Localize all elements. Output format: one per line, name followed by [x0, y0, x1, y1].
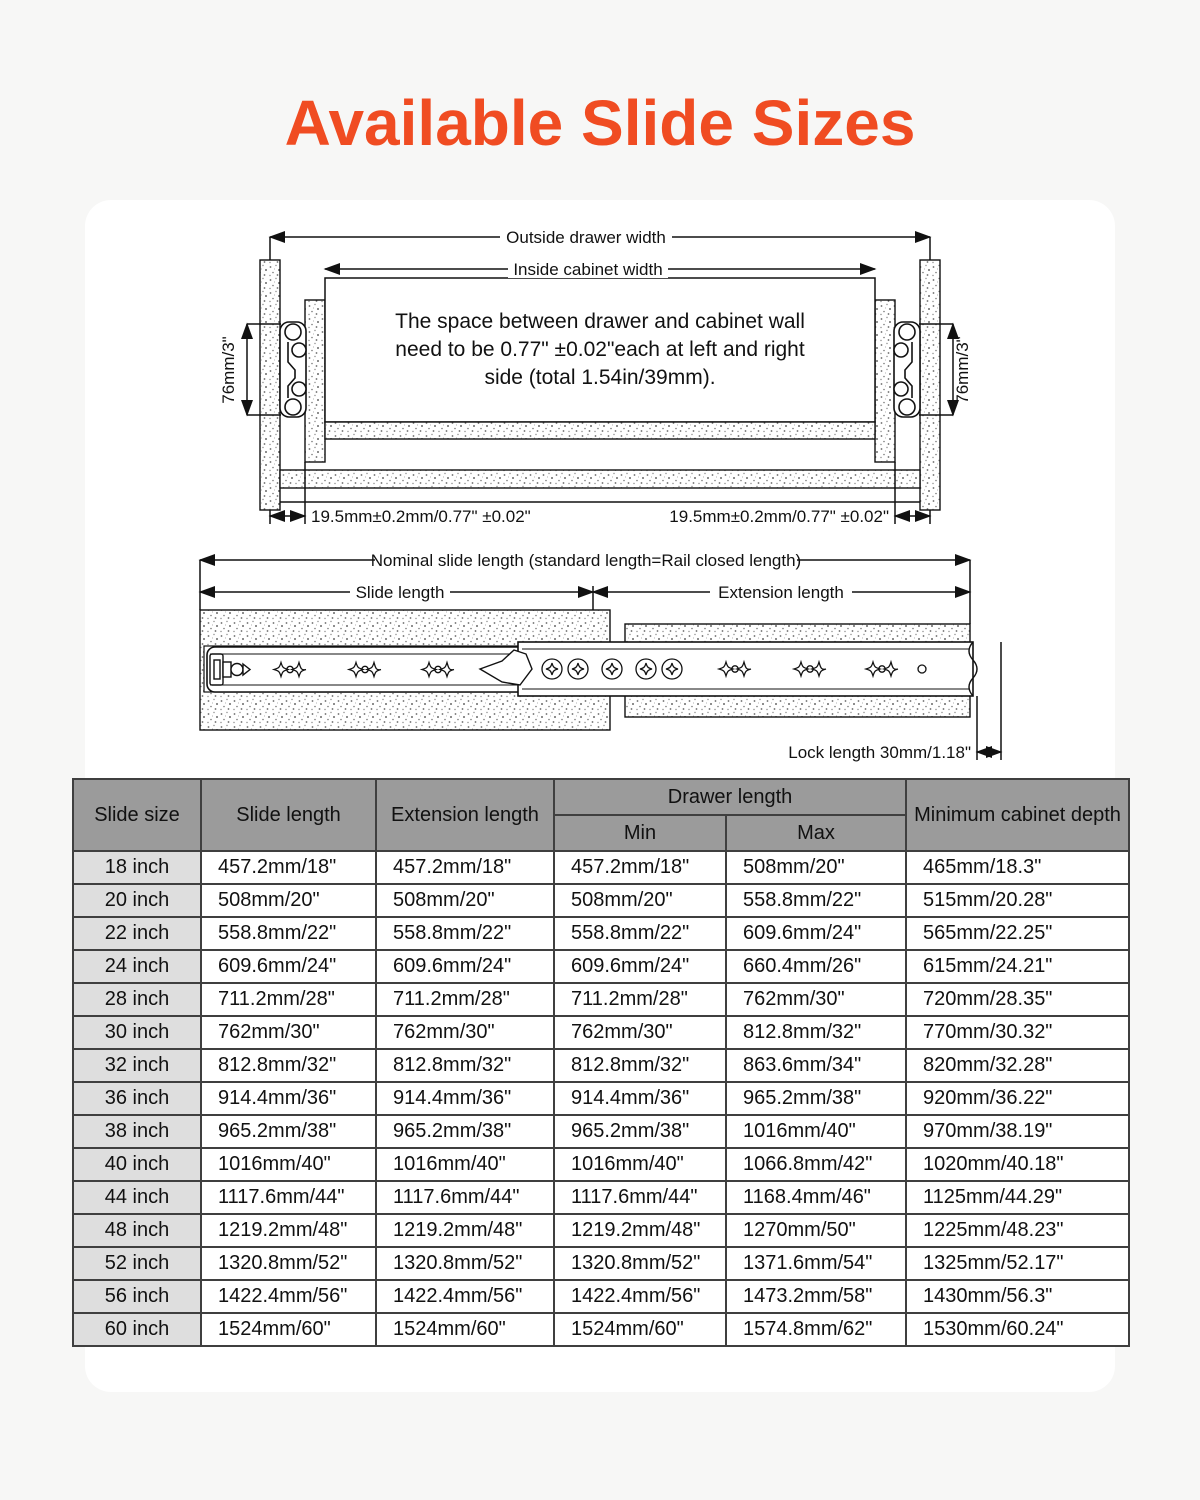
value-cell: 1016mm/40" [726, 1115, 906, 1148]
value-cell: 965.2mm/38" [554, 1115, 726, 1148]
value-cell: 465mm/18.3" [906, 851, 1129, 884]
table-row [73, 1115, 1129, 1148]
gap-label-right: 19.5mm±0.2mm/0.77" ±0.02" [669, 507, 889, 526]
value-cell: 914.4mm/36" [201, 1082, 376, 1115]
value-cell: 914.4mm/36" [554, 1082, 726, 1115]
table-row [73, 1016, 1129, 1049]
value-cell: 615mm/24.21" [906, 950, 1129, 983]
value-cell: 1320.8mm/52" [201, 1247, 376, 1280]
header-drawer-max: Max [726, 815, 906, 851]
slide-length-diagram [180, 542, 1025, 775]
value-cell: 812.8mm/32" [376, 1049, 554, 1082]
table-header [73, 779, 1129, 851]
slide-size-cell: 38 inch [73, 1115, 201, 1148]
value-cell: 1117.6mm/44" [554, 1181, 726, 1214]
table-row [73, 1082, 1129, 1115]
value-cell: 508mm/20" [201, 884, 376, 917]
inside-cabinet-width-label: Inside cabinet width [513, 260, 663, 279]
value-cell: 711.2mm/28" [201, 983, 376, 1016]
value-cell: 1016mm/40" [201, 1148, 376, 1181]
value-cell: 1066.8mm/42" [726, 1148, 906, 1181]
slide-size-cell: 44 inch [73, 1181, 201, 1214]
value-cell: 1117.6mm/44" [201, 1181, 376, 1214]
header-extension-length: Extension length [376, 779, 554, 851]
value-cell: 1219.2mm/48" [201, 1214, 376, 1247]
lock-length-dimension [977, 642, 1001, 760]
value-cell: 1530mm/60.24" [906, 1313, 1129, 1346]
value-cell: 515mm/20.28" [906, 884, 1129, 917]
table-row [73, 1214, 1129, 1247]
cabinet-wall-right [920, 260, 940, 510]
value-cell: 1225mm/48.23" [906, 1214, 1129, 1247]
value-cell: 609.6mm/24" [554, 950, 726, 983]
slide-size-table [72, 778, 1130, 1347]
value-cell: 609.6mm/24" [726, 917, 906, 950]
value-cell: 1325mm/52.17" [906, 1247, 1129, 1280]
value-cell: 1320.8mm/52" [376, 1247, 554, 1280]
value-cell: 812.8mm/32" [726, 1016, 906, 1049]
value-cell: 762mm/30" [201, 1016, 376, 1049]
ball-bearing-slide-left [280, 322, 306, 417]
value-cell: 762mm/30" [726, 983, 906, 1016]
table-row [73, 1049, 1129, 1082]
nominal-length-label: Nominal slide length (standard length=Rail closed length) [370, 551, 802, 570]
slide-size-cell: 40 inch [73, 1148, 201, 1181]
header-min-cabinet-depth: Minimum cabinet depth [906, 779, 1129, 851]
value-cell: 609.6mm/24" [201, 950, 376, 983]
slide-size-cell: 56 inch [73, 1280, 201, 1313]
table-row [73, 983, 1129, 1016]
value-cell: 762mm/30" [554, 1016, 726, 1049]
slide-size-cell: 32 inch [73, 1049, 201, 1082]
slide-size-cell: 20 inch [73, 884, 201, 917]
value-cell: 920mm/36.22" [906, 1082, 1129, 1115]
table-row [73, 950, 1129, 983]
slide-height-label-left: 76mm/3" [219, 336, 238, 404]
value-cell: 508mm/20" [376, 884, 554, 917]
value-cell: 508mm/20" [726, 851, 906, 884]
table-row [73, 1313, 1129, 1346]
slide-size-cell: 28 inch [73, 983, 201, 1016]
extension-length-label: Extension length [718, 583, 844, 602]
value-cell: 1422.4mm/56" [554, 1280, 726, 1313]
value-cell: 914.4mm/36" [376, 1082, 554, 1115]
value-cell: 558.8mm/22" [726, 884, 906, 917]
drawer-wall-left [305, 300, 325, 462]
table-body [73, 851, 1129, 1346]
value-cell: 1422.4mm/56" [201, 1280, 376, 1313]
value-cell: 508mm/20" [554, 884, 726, 917]
value-cell: 1270mm/50" [726, 1214, 906, 1247]
value-cell: 1371.6mm/54" [726, 1247, 906, 1280]
slide-size-cell: 52 inch [73, 1247, 201, 1280]
value-cell: 770mm/30.32" [906, 1016, 1129, 1049]
value-cell: 863.6mm/34" [726, 1049, 906, 1082]
value-cell: 1020mm/40.18" [906, 1148, 1129, 1181]
value-cell: 1125mm/44.29" [906, 1181, 1129, 1214]
slide-size-cell: 60 inch [73, 1313, 201, 1346]
value-cell: 711.2mm/28" [376, 983, 554, 1016]
slide-size-cell: 24 inch [73, 950, 201, 983]
slide-height-label-right: 76mm/3" [953, 336, 972, 404]
value-cell: 457.2mm/18" [554, 851, 726, 884]
drawer-bottom-panel [325, 422, 875, 439]
table-row [73, 917, 1129, 950]
value-cell: 1524mm/60" [201, 1313, 376, 1346]
slide-size-cell: 48 inch [73, 1214, 201, 1247]
slide-size-cell: 22 inch [73, 917, 201, 950]
spacing-note-line3: side (total 1.54in/39mm). [484, 366, 716, 389]
value-cell: 565mm/22.25" [906, 917, 1129, 950]
slide-length-label: Slide length [355, 583, 445, 602]
value-cell: 812.8mm/32" [554, 1049, 726, 1082]
value-cell: 1473.2mm/58" [726, 1280, 906, 1313]
value-cell: 965.2mm/38" [376, 1115, 554, 1148]
slide-size-cell: 18 inch [73, 851, 201, 884]
table-row [73, 1280, 1129, 1313]
table-row [73, 1148, 1129, 1181]
table-row [73, 1247, 1129, 1280]
value-cell: 1117.6mm/44" [376, 1181, 554, 1214]
drawer-width-diagram [190, 212, 1010, 532]
table-row [73, 851, 1129, 884]
value-cell: 1168.4mm/46" [726, 1181, 906, 1214]
value-cell: 558.8mm/22" [554, 917, 726, 950]
slide-size-cell: 36 inch [73, 1082, 201, 1115]
page-title: Available Slide Sizes [284, 87, 916, 159]
ball-bearing-slide-right [894, 322, 920, 417]
value-cell: 1219.2mm/48" [554, 1214, 726, 1247]
cabinet-wall-left [260, 260, 280, 510]
value-cell: 558.8mm/22" [201, 917, 376, 950]
header-slide-size: Slide size [73, 779, 201, 851]
value-cell: 1524mm/60" [376, 1313, 554, 1346]
value-cell: 762mm/30" [376, 1016, 554, 1049]
value-cell: 1422.4mm/56" [376, 1280, 554, 1313]
value-cell: 660.4mm/26" [726, 950, 906, 983]
value-cell: 965.2mm/38" [726, 1082, 906, 1115]
gap-label-left: 19.5mm±0.2mm/0.77" ±0.02" [311, 507, 531, 526]
value-cell: 965.2mm/38" [201, 1115, 376, 1148]
drawer-wall-right [875, 300, 895, 462]
header-slide-length: Slide length [201, 779, 376, 851]
value-cell: 1016mm/40" [376, 1148, 554, 1181]
value-cell: 812.8mm/32" [201, 1049, 376, 1082]
header-drawer-length: Drawer length [554, 779, 906, 815]
value-cell: 457.2mm/18" [376, 851, 554, 884]
value-cell: 1320.8mm/52" [554, 1247, 726, 1280]
cabinet-bottom-panel [280, 470, 920, 488]
value-cell: 609.6mm/24" [376, 950, 554, 983]
table-row [73, 884, 1129, 917]
value-cell: 820mm/32.28" [906, 1049, 1129, 1082]
header-drawer-min: Min [554, 815, 726, 851]
lock-length-label: Lock length 30mm/1.18" [788, 743, 971, 762]
value-cell: 457.2mm/18" [201, 851, 376, 884]
value-cell: 1574.8mm/62" [726, 1313, 906, 1346]
value-cell: 720mm/28.35" [906, 983, 1129, 1016]
value-cell: 1219.2mm/48" [376, 1214, 554, 1247]
value-cell: 1524mm/60" [554, 1313, 726, 1346]
value-cell: 558.8mm/22" [376, 917, 554, 950]
outside-drawer-width-label: Outside drawer width [506, 228, 666, 247]
table-row [73, 1181, 1129, 1214]
slide-size-cell: 30 inch [73, 1016, 201, 1049]
spacing-note-line2: need to be 0.77" ±0.02"each at left and right [395, 338, 805, 361]
value-cell: 1430mm/56.3" [906, 1280, 1129, 1313]
value-cell: 970mm/38.19" [906, 1115, 1129, 1148]
value-cell: 1016mm/40" [554, 1148, 726, 1181]
spacing-note-line1: The space between drawer and cabinet wall [395, 310, 805, 333]
value-cell: 711.2mm/28" [554, 983, 726, 1016]
